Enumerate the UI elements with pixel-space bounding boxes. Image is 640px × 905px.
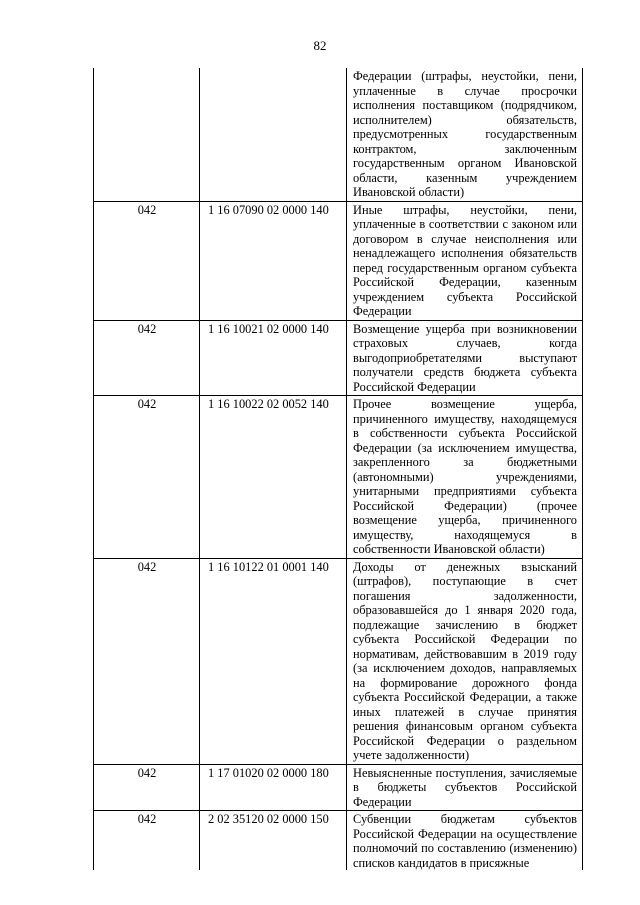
income-name-cell	[347, 396, 583, 559]
income-name-text: Прочее возмещение ущерба, причиненного имуществу, находящемуся в собственности субъекта Российской Федерации (за исключением имущества, закрепленного за бюджетными (автономными) учреждениями, унитарными предприятиями субъекта Российской Федерации) (прочее возмещение ущерба, причиненного имуществу, находящемуся в собственности Ивановской области)	[353, 397, 577, 556]
income-name-text: Невыясненные поступления, зачисляемые в бюджеты субъектов Российской Федерации	[353, 765, 577, 809]
table-row	[94, 201, 583, 320]
admin-code-cell: 042	[94, 201, 200, 320]
admin-code-cell: 042	[94, 320, 200, 396]
budget-code-cell: 1 16 10122 01 0001 140	[200, 558, 347, 764]
budget-code-cell: 1 16 07090 02 0000 140	[200, 201, 347, 320]
income-name-text: Доходы от денежных взысканий (штрафов), поступающие в счет погашения задолженности, образовавшейся до 1 января 2020 года, подлежащие зачислению в бюджет субъекта Российской Федерации по нормативам, действовавшим в 2019 году (за исключением доходов, направляемых на формирование дорожного фонда субъекта Российской Федерации, а также иных платежей в случае принятия решения финансовым органом субъекта Российской Федерации о раздельном учете задолженности)	[353, 559, 577, 762]
admin-code-cell: 042	[94, 396, 200, 559]
income-name-text: Федерации (штрафы, неустойки, пени, уплаченные в случае просрочки исполнения поставщиком (подрядчиком, исполнителем) обязательств, предусмотренных государственным контрактом, заключенным государственным органом Ивановской области, казенным учреждением Ивановской области)	[353, 69, 577, 199]
admin-code-cell: 042	[94, 558, 200, 764]
table-row	[94, 396, 583, 559]
budget-code-cell: 2 02 35120 02 0000 150	[200, 811, 347, 871]
income-name-cell	[347, 764, 583, 811]
table-row	[94, 558, 583, 764]
page-number: 82	[313, 38, 327, 53]
income-name-text: Возмещение ущерба при возникновении страховых случаев, когда выгодоприобретателями выступают получатели средств бюджета субъекта Российской Федерации	[353, 321, 577, 394]
budget-code-cell: 1 16 10022 02 0052 140	[200, 396, 347, 559]
table-row	[94, 764, 583, 811]
income-name-cell	[347, 68, 583, 201]
table-row	[94, 68, 583, 201]
income-name-cell	[347, 320, 583, 396]
table-row	[94, 811, 583, 871]
admin-code-cell	[94, 68, 200, 201]
income-name-cell	[347, 811, 583, 871]
income-name-cell	[347, 558, 583, 764]
table-row	[94, 320, 583, 396]
budget-code-cell: 1 17 01020 02 0000 180	[200, 764, 347, 811]
budget-code-cell	[200, 68, 347, 201]
income-codes-table	[93, 68, 583, 870]
admin-code-cell: 042	[94, 811, 200, 871]
income-name-text: Субвенции бюджетам субъектов Российской Федерации на осуществление полномочий по составлению (изменению) списков кандидатов в присяжные	[353, 812, 577, 870]
admin-code-cell: 042	[94, 764, 200, 811]
income-name-text: Иные штрафы, неустойки, пени, уплаченные в соответствии с законом или договором в случае неисполнения или ненадлежащего исполнения обязательств перед государственным органом субъекта Российской Федерации, казенным учреждением субъекта Российской Федерации	[353, 202, 577, 318]
income-name-cell	[347, 201, 583, 320]
budget-code-cell: 1 16 10021 02 0000 140	[200, 320, 347, 396]
